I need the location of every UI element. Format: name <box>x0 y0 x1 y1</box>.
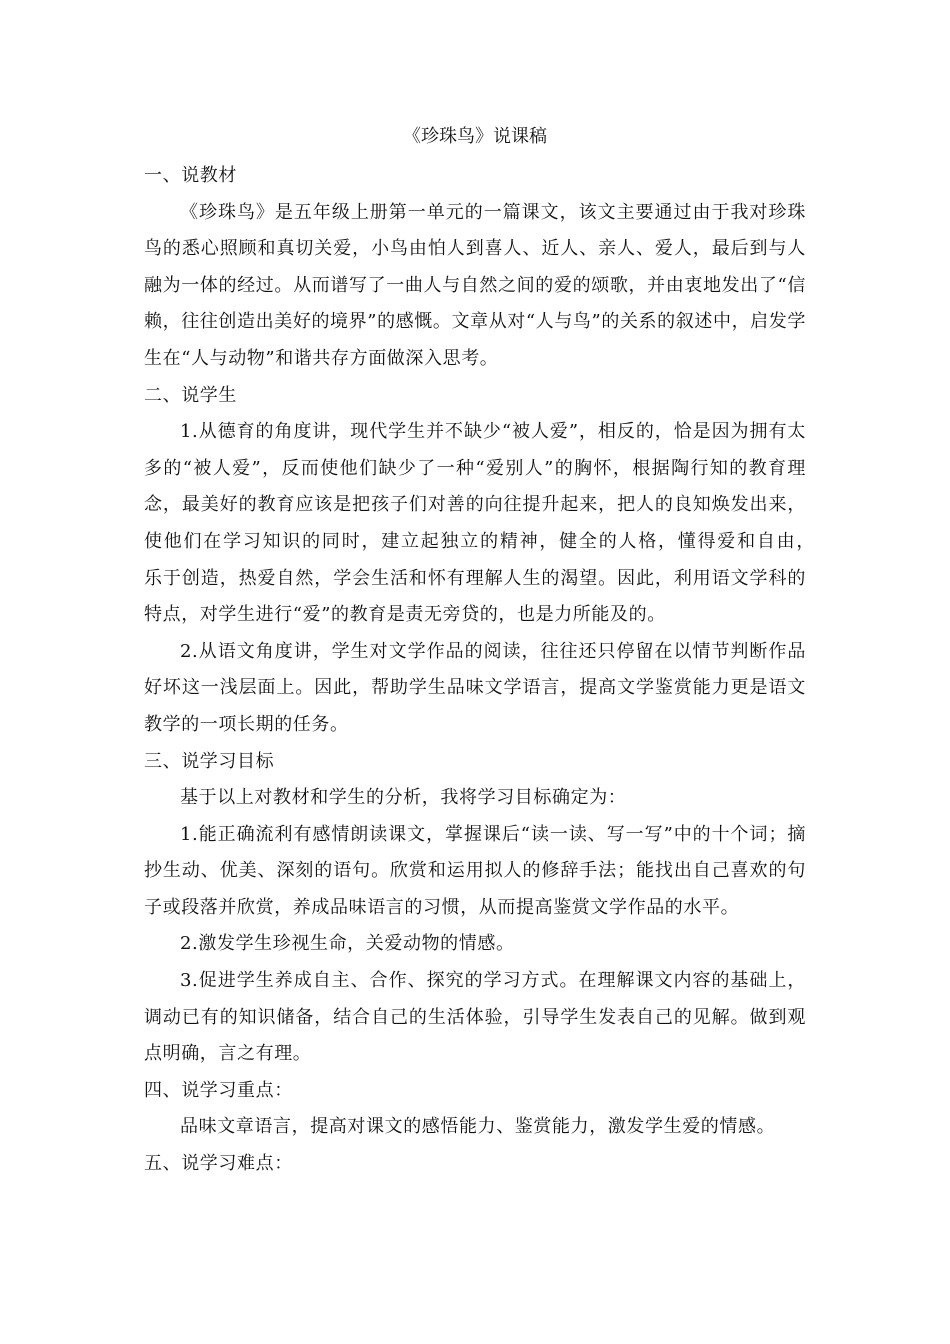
paragraph-goal-2: 2.激发学生珍视生命，关爱动物的情感。 <box>180 933 515 955</box>
section-heading-textbook: 一、说教材 <box>144 165 237 186</box>
paragraph-students-language: 2.从语文角度讲，学生对文学作品的阅读，往往还只停留在以情节判断作品好坏这一浅层面上。因此，帮助学生品味文学语言，提高文学鉴赏能力更是语文教学的一项长期的任务。 <box>144 640 806 735</box>
paragraph-key-points: 品味文章语言，提高对课文的感悟能力、鉴赏能力，激发学生爱的情感。 <box>180 1116 776 1138</box>
paragraph-goal-3: 3.促进学生养成自主、合作、探究的学习方式。在理解课文内容的基础上，调动已有的知识储备，结合自己的生活体验，引导学生发表自己的见解。做到观点明确，言之有理。 <box>144 970 806 1065</box>
section-heading-difficulties: 五、说学习难点： <box>144 1153 293 1175</box>
paragraph-goal-1: 1.能正确流利有感情朗读课文，掌握课后“读一读、写一写”中的十个词；摘抄生动、优美、深刻的语句。欣赏和运用拟人的修辞手法；能找出自己喜欢的句子或段落并欣赏，养成品味语言的习惯，从而提高鉴赏文学作品的水平。 <box>144 823 806 918</box>
paragraph-students-moral: 1.从德育的角度讲，现代学生并不缺少“被人爱”，相反的，恰是因为拥有太多的“被人爱”，反而使他们缺少了一种“爱别人”的胸怀，根据陶行知的教育理念，最美好的教育应该是把孩子们对善的向往提升起来，把人的良知焕发出来，使他们在学习知识的同时，建立起独立的精神，健全的人格，懂得爱和自由， 乐于创造，热爱自然，学会生活和怀有理解人生的渴望。因此，利用语文学科的特点，对学生进行“爱”的教育是责无旁贷的，也是力所能及的。 <box>144 421 831 626</box>
paragraph-goals-intro: 基于以上对教材和学生的分析，我将学习目标确定为： <box>180 787 627 809</box>
paragraph-textbook: 《珍珠鸟》是五年级上册第一单元的一篇课文，该文主要通过由于我对珍珠鸟的悉心照顾和真切关爱，小鸟由怕人到喜人、近人、亲人、爱人，最后到与人融为一体的经过。从而谱写了一曲人与自然之间的爱的颂歌，并由衷地发出了“信赖，往往创造出美好的境界”的感慨。文章从对“人与鸟”的关系的叙述中，启发学生在“人与动物”和谐共存方面做深入思考。 <box>144 201 806 369</box>
document-title: 《珍珠鸟》说课稿 <box>403 126 547 147</box>
section-heading-goals: 三、说学习目标 <box>144 750 275 772</box>
section-heading-key-points: 四、说学习重点： <box>144 1079 293 1101</box>
document-body <box>144 158 831 1183</box>
section-heading-students: 二、说学生 <box>144 384 237 406</box>
